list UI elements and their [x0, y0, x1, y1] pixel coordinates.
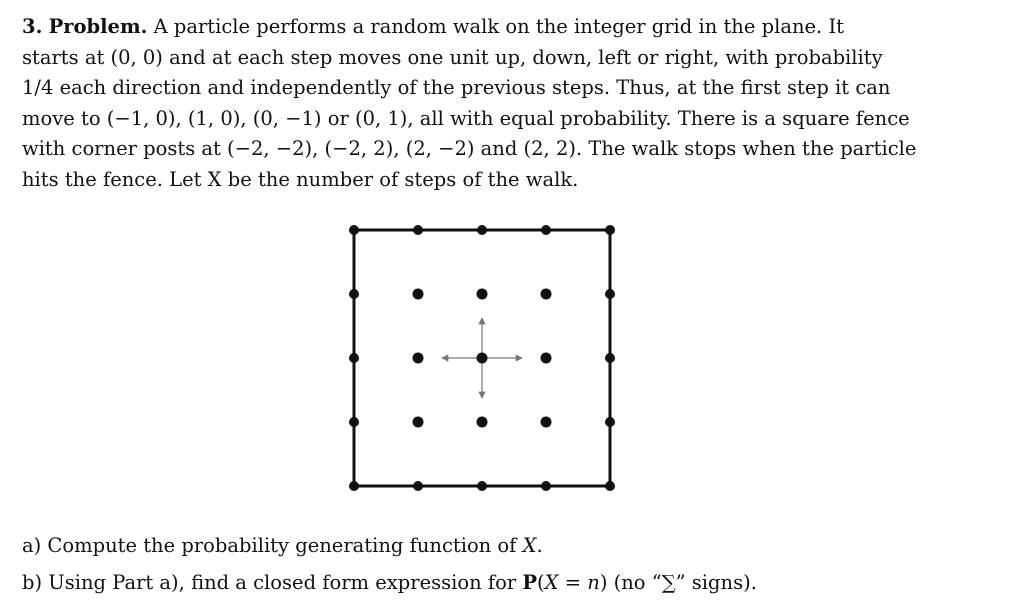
interior-grid-point: [541, 289, 552, 300]
interior-grid-point: [413, 353, 424, 364]
interior-grid-point: [541, 353, 552, 364]
fence-post-point: [413, 481, 423, 491]
problem-text-line: with corner posts at (−2, −2), (−2, 2), (2, −2) and (2, 2). The walk stops when the particle: [22, 137, 917, 160]
interior-grid-point: [541, 417, 552, 428]
questions: [22, 527, 982, 601]
question-a-period: .: [536, 534, 543, 557]
fence-post-point: [477, 481, 487, 491]
problem-text-line: A particle performs a random walk on the integer grid in the plane. It: [153, 15, 844, 38]
fence-post-point: [541, 225, 551, 235]
fence-post-point: [605, 289, 615, 299]
interior-grid-point: [477, 417, 488, 428]
question-a-text: a) Compute the probability generating function of: [22, 534, 517, 557]
close-paren: ): [599, 571, 608, 594]
problem-text-line: 1/4 each direction and independently of the previous steps. Thus, at the first step it can: [22, 76, 891, 99]
fence-post-point: [605, 225, 615, 235]
interior-grid-point: [413, 417, 424, 428]
equals-sign: =: [558, 571, 588, 594]
question-b-n: n: [587, 571, 600, 594]
open-paren: (: [537, 571, 545, 594]
question-b-note: (no “∑” signs).: [607, 571, 757, 594]
random-walk-figure: [340, 218, 625, 498]
fence-post-point: [605, 417, 615, 427]
fence-post-point: [349, 225, 359, 235]
fence-post-point: [349, 417, 359, 427]
origin-point: [477, 353, 488, 364]
question-b: [22, 564, 982, 601]
fence-post-point: [413, 225, 423, 235]
grid-diagram: [340, 218, 625, 498]
problem-statement: [22, 12, 952, 195]
problem-number: 3.: [22, 15, 43, 38]
fence-post-point: [605, 353, 615, 363]
question-a: [22, 527, 982, 564]
question-a-variable: X: [522, 534, 537, 557]
fence-post-point: [605, 481, 615, 491]
question-b-text: b) Using Part a), find a closed form expression for: [22, 571, 517, 594]
interior-grid-point: [413, 289, 424, 300]
fence-post-point: [349, 353, 359, 363]
problem-text-line: move to (−1, 0), (1, 0), (0, −1) or (0, 1), all with equal probability. There is a square fence: [22, 106, 910, 130]
question-b-variable: X: [544, 571, 559, 594]
fence-post-point: [477, 225, 487, 235]
fence-post-point: [349, 289, 359, 299]
interior-grid-point: [477, 289, 488, 300]
fence-post-point: [349, 481, 359, 491]
problem-text-line: hits the fence. Let X be the number of steps of the walk.: [22, 167, 579, 191]
probability-symbol: P: [522, 571, 538, 594]
fence-post-point: [541, 481, 551, 491]
problem-line-1: [22, 12, 952, 43]
problem-text-line: starts at (0, 0) and at each step moves one unit up, down, left or right, with probability: [22, 45, 883, 69]
problem-heading: Problem.: [48, 15, 148, 38]
